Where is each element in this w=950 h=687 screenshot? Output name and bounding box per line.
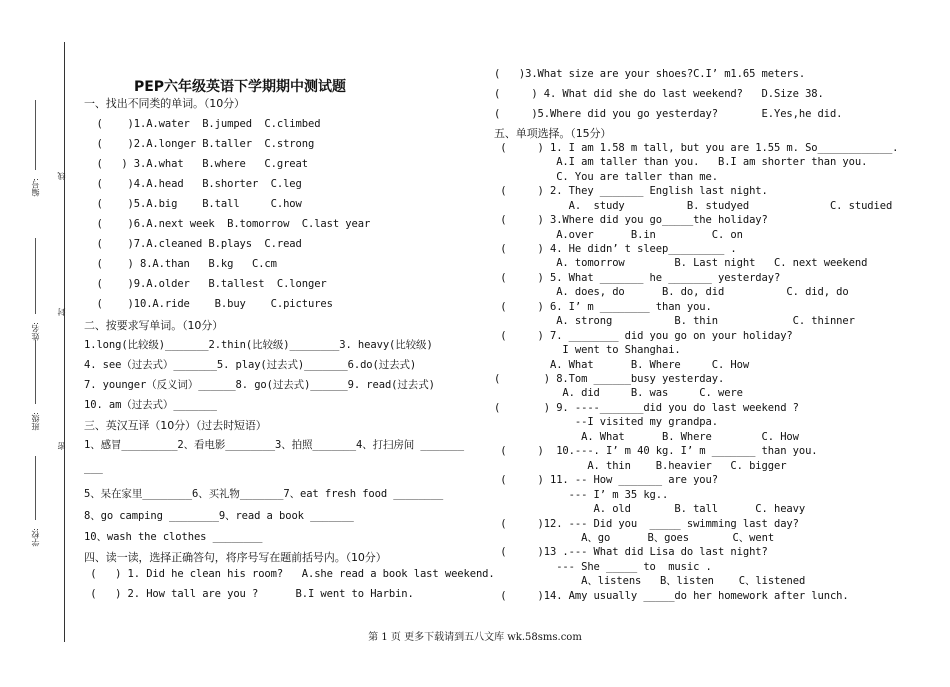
- margin-blank-number: [35, 100, 36, 170]
- right-text-line: A. strong B. thin C. thinner: [494, 315, 855, 327]
- right-text-line: ( ) 9. ----_______did you do last weekend ?: [494, 402, 799, 414]
- margin-mark-seal: 封: [57, 308, 66, 316]
- left-text-line: ( )5.A.big B.tall C.how: [84, 198, 302, 210]
- right-text-line: ( ) 8.Tom ______busy yesterday.: [494, 373, 725, 385]
- right-text-line: ( ) 4. He didn’ t sleep_________ .: [494, 243, 737, 255]
- right-text-line: A、go B、goes C、went: [494, 532, 775, 544]
- right-text-line: --I visited my grandpa.: [494, 416, 718, 428]
- right-text-line: A. What B. Where C. How: [494, 431, 799, 443]
- left-text-line: 8、go camping ________9、read a book _______: [84, 510, 354, 522]
- left-text-line: ( )4.A.head B.shorter C.leg: [84, 178, 302, 190]
- right-text-line: A、listens B、listen C、listened: [494, 575, 806, 587]
- left-text-line: ( )9.A.older B.tallest C.longer: [84, 278, 327, 290]
- left-text-line: ( )6.A.next week B.tomorrow C.last year: [84, 218, 371, 230]
- left-text-line: 1.long(比较级)_______2.thin(比较级)________3. heavy(比较级): [84, 339, 433, 351]
- margin-mark-line: 线: [57, 172, 66, 180]
- right-text-line: 五、单项选择。（15分）: [494, 127, 612, 140]
- left-text-line: 10、wash the clothes ________: [84, 531, 263, 543]
- margin-label-number: 编号:: [31, 178, 40, 197]
- left-text-line: 1、感冒_________2、看电影________3、拍照_______4、打扫房间 _______: [84, 439, 464, 451]
- left-text-line: ( ) 2. How tall are you ? B.I went to Harbin.: [84, 588, 414, 600]
- left-text-line: ( )7.A.cleaned B.plays C.read: [84, 238, 302, 250]
- right-text-line: A. tomorrow B. Last night C. next weekend: [494, 257, 868, 269]
- right-text-line: A.I am taller than you. B.I am shorter than you.: [494, 156, 868, 168]
- right-text-line: ( )13 .--- What did Lisa do last night?: [494, 546, 768, 558]
- right-text-line: ( )12. --- Did you _____ swimming last day?: [494, 518, 799, 530]
- page-title: PEP六年级英语下学期期中测试题: [133, 79, 347, 95]
- left-text-line: 10. am（过去式）_______: [84, 399, 217, 411]
- right-text-line: ( ) 11. -- How _______ are you?: [494, 474, 718, 486]
- right-text-line: ( ) 6. I’ m ________ than you.: [494, 301, 712, 313]
- left-text-line: ___: [84, 462, 103, 474]
- right-text-line: I went to Shanghai.: [494, 344, 681, 356]
- right-text-line: A. does, do B. do, did C. did, do: [494, 286, 849, 298]
- right-text-line: ( ) 1. I am 1.58 m tall, but you are 1.55 m. So____________.: [494, 142, 899, 154]
- margin-blank-name: [35, 238, 36, 314]
- left-text-line: ( )10.A.ride B.buy C.pictures: [84, 298, 333, 310]
- left-text-line: 4. see（过去式）_______5. play(过去式)_______6.do(过去式): [84, 359, 417, 371]
- margin-blank-class: [35, 340, 36, 404]
- margin-blank-school: [35, 456, 36, 520]
- right-text-line: --- She _____ to music .: [494, 561, 712, 573]
- right-text-line: ( ) 7. ________ did you go on your holiday?: [494, 330, 793, 342]
- right-text-line: --- I’ m 35 kg..: [494, 489, 669, 501]
- left-text-line: 5、呆在家里________6、买礼物_______7、eat fresh food ________: [84, 488, 444, 500]
- right-text-line: A. What B. Where C. How: [494, 359, 750, 371]
- left-text-line: 二、按要求写单词。（10分）: [84, 319, 224, 332]
- margin-label-class: 班级:: [31, 412, 40, 431]
- right-text-line: A.over B.in C. on: [494, 229, 743, 241]
- right-text-line: ( ) 3.Where did you go_____the holiday?: [494, 214, 768, 226]
- margin-label-name: 姓名:: [31, 322, 40, 341]
- right-text-line: C. You are taller than me.: [494, 171, 718, 183]
- left-text-line: 7. younger（反义词）______8. go(过去式)______9. read(过去式): [84, 379, 435, 391]
- right-text-line: ( ) 4. What did she do last weekend? D.Size 38.: [494, 88, 824, 100]
- right-text-line: ( )14. Amy usually _____do her homework after lunch.: [494, 590, 849, 602]
- page-footer: 第 1 页 更多下载请到五八文库 wk.58sms.com: [368, 632, 582, 643]
- right-text-line: A. thin B.heavier C. bigger: [494, 460, 787, 472]
- right-text-line: ( ) 5. What _______ he _______ yesterday?: [494, 272, 781, 284]
- left-text-line: ( )1.A.water B.jumped C.climbed: [84, 118, 321, 130]
- right-text-line: ( )3.What size are your shoes?C.I’ m1.65 meters.: [494, 68, 806, 80]
- right-text-line: ( )5.Where did you go yesterday? E.Yes,he did.: [494, 108, 843, 120]
- margin-mark-secret: 密: [57, 442, 66, 450]
- right-text-line: A. study B. studyed C. studied: [494, 200, 893, 212]
- margin-label-school: 学校:: [31, 528, 40, 547]
- right-text-line: ( ) 2. They _______ English last night.: [494, 185, 768, 197]
- left-text-line: 三、英汉互译（10分）（过去时短语）: [84, 419, 267, 432]
- right-text-line: ( ) 10.---. I’ m 40 kg. I’ m _______ than you.: [494, 445, 818, 457]
- left-text-line: ( ) 1. Did he clean his room? A.she read a book last weekend.: [84, 568, 495, 580]
- right-text-line: A. did B. was C. were: [494, 387, 743, 399]
- left-text-line: ( ) 8.A.than B.kg C.cm: [84, 258, 277, 270]
- left-text-line: ( )2.A.longer B.taller C.strong: [84, 138, 315, 150]
- right-text-line: A. old B. tall C. heavy: [494, 503, 806, 515]
- left-text-line: ( ) 3.A.what B.where C.great: [84, 158, 308, 170]
- left-text-line: 四、读一读，选择正确答句，将序号写在题前括号内。（10分）: [84, 551, 387, 564]
- left-text-line: 一、找出不同类的单词。（10分）: [84, 97, 245, 110]
- binding-line: [64, 42, 65, 642]
